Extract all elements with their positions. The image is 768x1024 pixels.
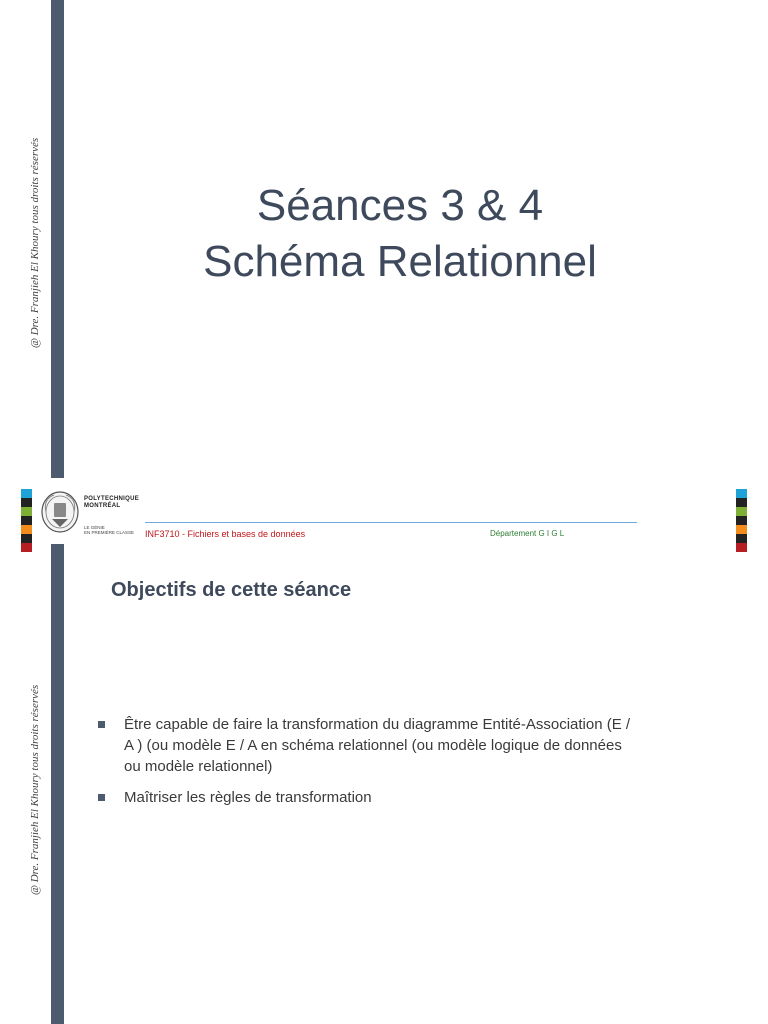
logo-name: POLYTECHNIQUE MONTRÉAL	[84, 496, 140, 509]
objectives-list	[96, 714, 636, 818]
square-bullet-icon	[98, 794, 105, 801]
copyright-vertical: @ Dre. Franjieh El Khoury tous droits réservés	[29, 137, 41, 349]
color-strip-right	[736, 489, 747, 552]
color-strip-segment	[21, 534, 32, 543]
list-item	[96, 787, 636, 808]
sidebar-bar	[51, 0, 64, 478]
polytechnique-seal-icon	[40, 489, 80, 535]
color-strip-segment	[736, 543, 747, 552]
title-line-1: Séances 3 & 4	[256, 181, 544, 230]
square-bullet-icon	[98, 721, 105, 728]
color-strip-segment	[21, 525, 32, 534]
bullet-text: Maîtriser les règles de transformation	[124, 789, 372, 806]
color-strip-segment	[21, 543, 32, 552]
course-label: INF3710 - Fichiers et bases de données	[145, 529, 306, 539]
slide-title	[100, 178, 700, 290]
objectives-slide	[0, 496, 768, 1024]
color-strip-segment	[21, 498, 32, 507]
color-strip-segment	[736, 516, 747, 525]
color-strip-segment	[21, 489, 32, 498]
color-strip-segment	[21, 516, 32, 525]
color-strip-segment	[736, 534, 747, 543]
color-strip-segment	[736, 525, 747, 534]
color-strip-segment	[736, 489, 747, 498]
logo-tagline: LE GÉNIE EN PREMIÈRE CLASSE	[84, 525, 135, 535]
header-rule	[145, 522, 637, 523]
department-label: Département G I G L	[490, 529, 565, 538]
list-item	[96, 714, 636, 777]
copyright-vertical: @ Dre. Franjieh El Khoury tous droits réservés	[29, 684, 41, 896]
color-strip-segment	[736, 498, 747, 507]
color-strip-segment	[21, 507, 32, 516]
color-strip-segment	[736, 507, 747, 516]
title-line-2: Schéma Relationnel	[203, 237, 597, 286]
slide-heading: Objectifs de cette séance	[111, 579, 352, 601]
color-strip-left	[21, 489, 32, 552]
bullet-text: Être capable de faire la transformation du diagramme Entité-Association (E / A ) (ou modèle E / A en schéma relationnel (ou modèle logique de données ou modèle relationnel)	[124, 716, 631, 775]
sidebar-bar	[51, 544, 64, 1024]
